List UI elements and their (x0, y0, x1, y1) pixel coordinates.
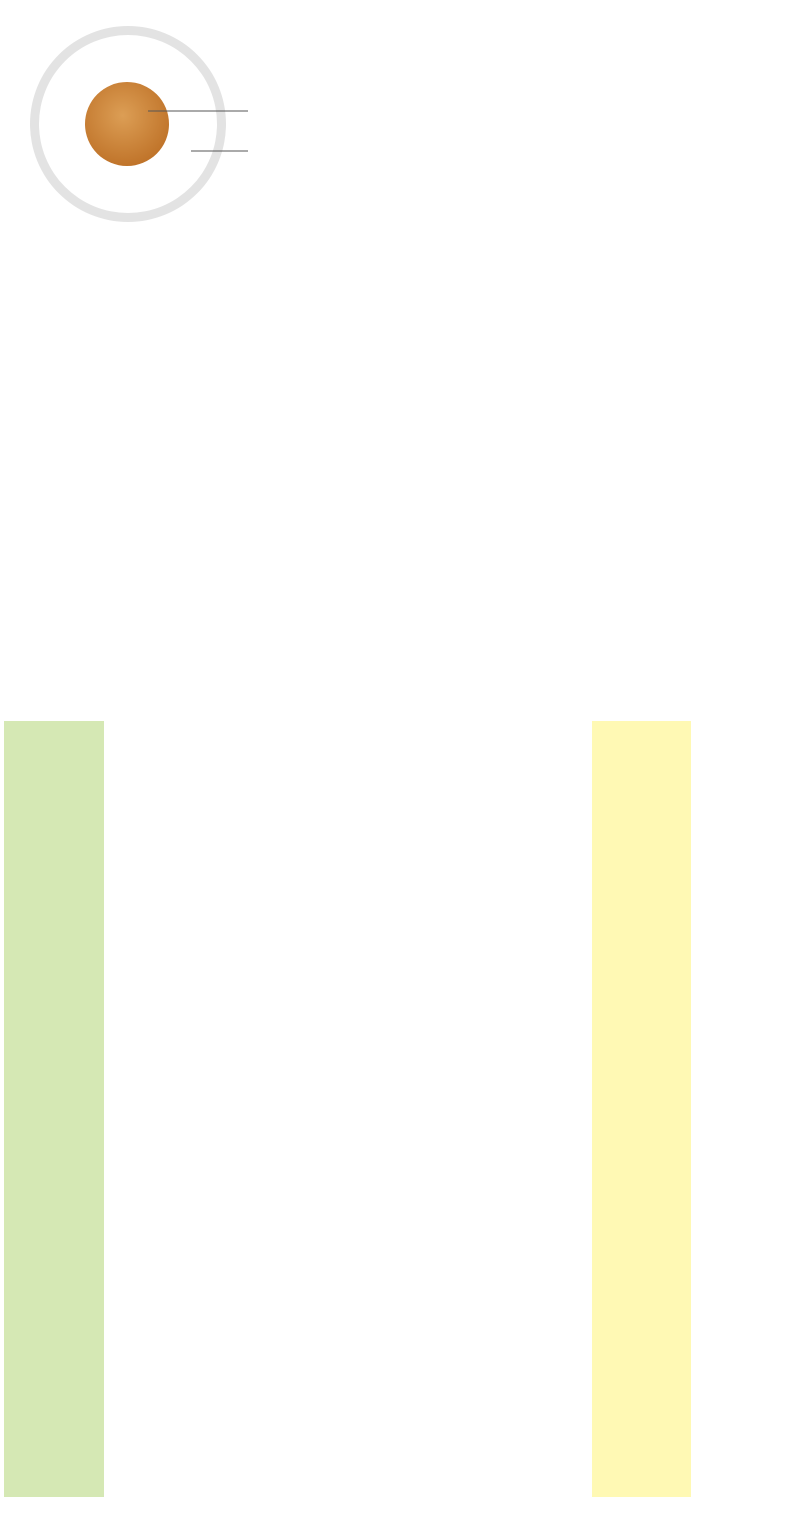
voltage-column-band (4, 721, 104, 1497)
copper-conductor (85, 82, 169, 166)
weight-column-band (592, 721, 691, 1497)
cable-cross-section-diagram (0, 0, 809, 230)
